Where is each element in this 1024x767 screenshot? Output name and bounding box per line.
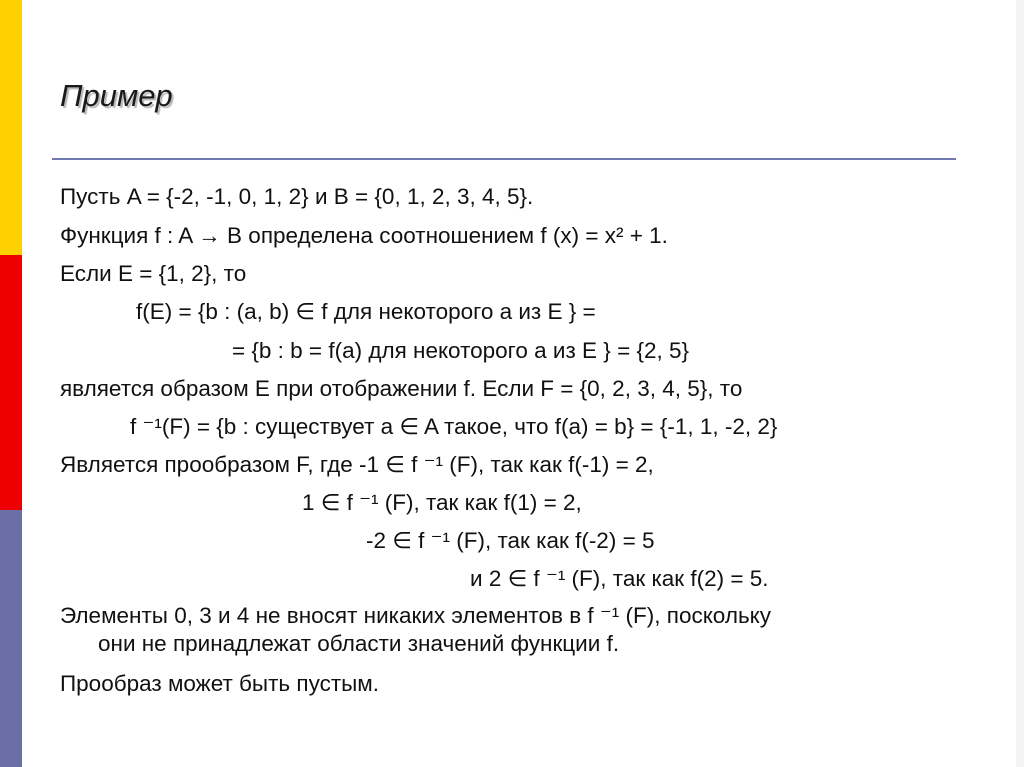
body-line-case-minus-2: -2 ∈ f ⁻¹ (F), так как f(-2) = 5	[366, 528, 655, 553]
body-line-elements-note-cont: они не принадлежат области значений функции f.	[98, 631, 620, 656]
body-line-case-2: и 2 ∈ f ⁻¹ (F), так как f(2) = 5.	[470, 566, 769, 591]
body-line-preimage-statement: Является прообразом F, где -1 ∈ f ⁻¹ (F), так как f(-1) = 2,	[60, 452, 654, 477]
body-line-preimage-def: f ⁻¹(F) = {b : существует a ∈ A такое, что f(a) = b} = {-1, 1, -2, 2}	[130, 414, 778, 439]
body-line-image-statement: является образом E при отображении f. Если F = {0, 2, 3, 4, 5}, то	[60, 376, 743, 401]
body-line-empty-preimage: Прообраз может быть пустым.	[60, 671, 380, 696]
body-line-sets: Пусть A = {-2, -1, 0, 1, 2} и B = {0, 1, 2, 3, 4, 5}.	[60, 184, 534, 209]
body-line-image-def: f(E) = {b : (a, b) ∈ f для некоторого a из E } =	[136, 299, 596, 324]
body-line-elements-note: Элементы 0, 3 и 4 не вносят никаких элементов в f ⁻¹ (F), поскольку	[60, 603, 772, 628]
slide-title: Пример	[60, 78, 173, 113]
body-line-image-result: = {b : b = f(a) для некоторого a из E } = {2, 5}	[232, 338, 690, 363]
body-line-if-e: Если E = {1, 2}, то	[60, 261, 247, 286]
body-line-case-1: 1 ∈ f ⁻¹ (F), так как f(1) = 2,	[302, 490, 582, 515]
body-line-function: Функция f : A → B определена соотношением f (x) = x² + 1.	[60, 223, 668, 248]
